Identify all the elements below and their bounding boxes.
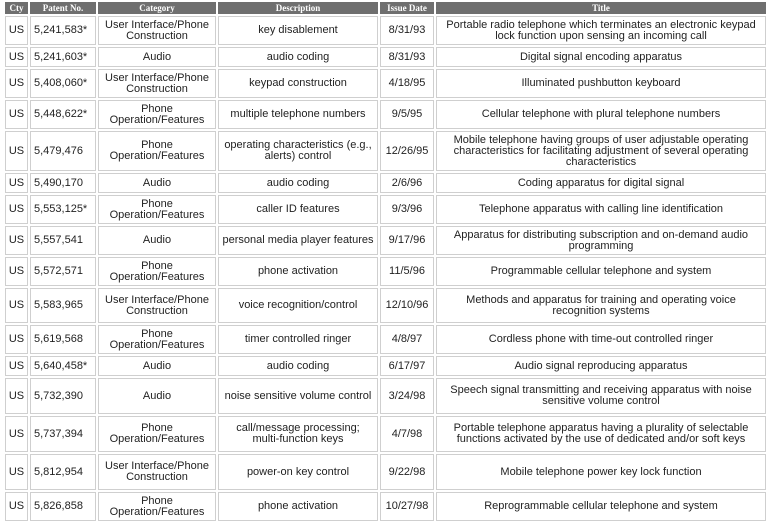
cell-title: Digital signal encoding apparatus [436, 47, 766, 67]
cell-category: Phone Operation/Features [98, 100, 216, 129]
cell-title: Portable telephone apparatus having a plurality of selectable functions activated by the use of dedicated and/or soft keys [436, 416, 766, 452]
cell-issue-date: 12/10/96 [380, 288, 434, 323]
cell-patent-no: 5,490,170 [30, 173, 96, 193]
cell-description: audio coding [218, 356, 378, 376]
header-description: Description [218, 2, 378, 14]
patent-table [3, 0, 768, 523]
cell-description: timer controlled ringer [218, 325, 378, 354]
cell-category: Phone Operation/Features [98, 492, 216, 521]
cell-description: noise sensitive volume control [218, 378, 378, 414]
cell-issue-date: 11/5/96 [380, 257, 434, 286]
table-row [5, 173, 766, 193]
table-row [5, 492, 766, 521]
table-row [5, 131, 766, 171]
cell-cty: US [5, 69, 28, 98]
cell-title: Reprogrammable cellular telephone and system [436, 492, 766, 521]
cell-description: multiple telephone numbers [218, 100, 378, 129]
cell-cty: US [5, 454, 28, 490]
cell-description: power-on key control [218, 454, 378, 490]
cell-cty: US [5, 16, 28, 45]
cell-patent-no: 5,553,125* [30, 195, 96, 224]
cell-title: Illuminated pushbutton keyboard [436, 69, 766, 98]
cell-title: Mobile telephone power key lock function [436, 454, 766, 490]
cell-patent-no: 5,408,060* [30, 69, 96, 98]
cell-title: Methods and apparatus for training and operating voice recognition systems [436, 288, 766, 323]
table-row [5, 16, 766, 45]
cell-cty: US [5, 131, 28, 171]
header-cty: Cty [5, 2, 28, 14]
cell-title: Apparatus for distributing subscription and on-demand audio programming [436, 226, 766, 255]
cell-cty: US [5, 47, 28, 67]
table-row [5, 454, 766, 490]
cell-patent-no: 5,241,603* [30, 47, 96, 67]
cell-cty: US [5, 100, 28, 129]
cell-description: voice recognition/control [218, 288, 378, 323]
cell-patent-no: 5,241,583* [30, 16, 96, 45]
cell-issue-date: 9/3/96 [380, 195, 434, 224]
table-row [5, 195, 766, 224]
table-row [5, 226, 766, 255]
cell-title: Mobile telephone having groups of user adjustable operating characteristics for facilitating adjustment of several operating characteristics [436, 131, 766, 171]
cell-patent-no: 5,572,571 [30, 257, 96, 286]
cell-issue-date: 2/6/96 [380, 173, 434, 193]
cell-cty: US [5, 416, 28, 452]
cell-issue-date: 10/27/98 [380, 492, 434, 521]
cell-patent-no: 5,479,476 [30, 131, 96, 171]
cell-patent-no: 5,737,394 [30, 416, 96, 452]
cell-category: Audio [98, 378, 216, 414]
cell-patent-no: 5,557,541 [30, 226, 96, 255]
cell-category: User Interface/Phone Construction [98, 69, 216, 98]
cell-patent-no: 5,448,622* [30, 100, 96, 129]
cell-category: Audio [98, 47, 216, 67]
cell-cty: US [5, 195, 28, 224]
cell-category: User Interface/Phone Construction [98, 454, 216, 490]
cell-cty: US [5, 226, 28, 255]
cell-issue-date: 9/17/96 [380, 226, 434, 255]
cell-category: Audio [98, 356, 216, 376]
cell-cty: US [5, 173, 28, 193]
cell-cty: US [5, 288, 28, 323]
cell-description: keypad construction [218, 69, 378, 98]
table-body [5, 16, 766, 521]
cell-issue-date: 4/8/97 [380, 325, 434, 354]
cell-cty: US [5, 257, 28, 286]
cell-patent-no: 5,583,965 [30, 288, 96, 323]
cell-category: Audio [98, 173, 216, 193]
cell-category: Phone Operation/Features [98, 325, 216, 354]
header-category: Category [98, 2, 216, 14]
cell-issue-date: 4/7/98 [380, 416, 434, 452]
table-row [5, 288, 766, 323]
cell-title: Programmable cellular telephone and system [436, 257, 766, 286]
cell-description: phone activation [218, 257, 378, 286]
cell-issue-date: 3/24/98 [380, 378, 434, 414]
cell-description: audio coding [218, 173, 378, 193]
cell-cty: US [5, 356, 28, 376]
cell-category: Audio [98, 226, 216, 255]
cell-title: Cellular telephone with plural telephone numbers [436, 100, 766, 129]
cell-description: audio coding [218, 47, 378, 67]
cell-category: User Interface/Phone Construction [98, 288, 216, 323]
header-patent-no: Patent No. [30, 2, 96, 14]
table-row [5, 325, 766, 354]
table-row [5, 69, 766, 98]
cell-description: key disablement [218, 16, 378, 45]
cell-title: Cordless phone with time-out controlled ringer [436, 325, 766, 354]
table-row [5, 257, 766, 286]
cell-description: phone activation [218, 492, 378, 521]
table-row [5, 416, 766, 452]
cell-issue-date: 4/18/95 [380, 69, 434, 98]
cell-title: Portable radio telephone which terminates an electronic keypad lock function upon sensing an incoming call [436, 16, 766, 45]
cell-issue-date: 8/31/93 [380, 47, 434, 67]
cell-issue-date: 9/22/98 [380, 454, 434, 490]
cell-category: User Interface/Phone Construction [98, 16, 216, 45]
cell-title: Audio signal reproducing apparatus [436, 356, 766, 376]
cell-issue-date: 8/31/93 [380, 16, 434, 45]
cell-patent-no: 5,812,954 [30, 454, 96, 490]
cell-title: Speech signal transmitting and receiving apparatus with noise sensitive volume control [436, 378, 766, 414]
header-title: Title [436, 2, 766, 14]
cell-issue-date: 6/17/97 [380, 356, 434, 376]
cell-description: personal media player features [218, 226, 378, 255]
header-issue-date: Issue Date [380, 2, 434, 14]
cell-patent-no: 5,826,858 [30, 492, 96, 521]
table-row [5, 100, 766, 129]
cell-category: Phone Operation/Features [98, 131, 216, 171]
cell-patent-no: 5,732,390 [30, 378, 96, 414]
cell-patent-no: 5,640,458* [30, 356, 96, 376]
cell-description: operating characteristics (e.g., alerts) control [218, 131, 378, 171]
cell-cty: US [5, 492, 28, 521]
cell-title: Telephone apparatus with calling line identification [436, 195, 766, 224]
table-header-row [5, 2, 766, 14]
cell-patent-no: 5,619,568 [30, 325, 96, 354]
cell-issue-date: 12/26/95 [380, 131, 434, 171]
cell-title: Coding apparatus for digital signal [436, 173, 766, 193]
table-row [5, 378, 766, 414]
cell-cty: US [5, 378, 28, 414]
cell-category: Phone Operation/Features [98, 257, 216, 286]
cell-category: Phone Operation/Features [98, 416, 216, 452]
cell-category: Phone Operation/Features [98, 195, 216, 224]
table-row [5, 47, 766, 67]
table-row [5, 356, 766, 376]
cell-cty: US [5, 325, 28, 354]
cell-description: caller ID features [218, 195, 378, 224]
cell-description: call/message processing; multi-function keys [218, 416, 378, 452]
cell-issue-date: 9/5/95 [380, 100, 434, 129]
